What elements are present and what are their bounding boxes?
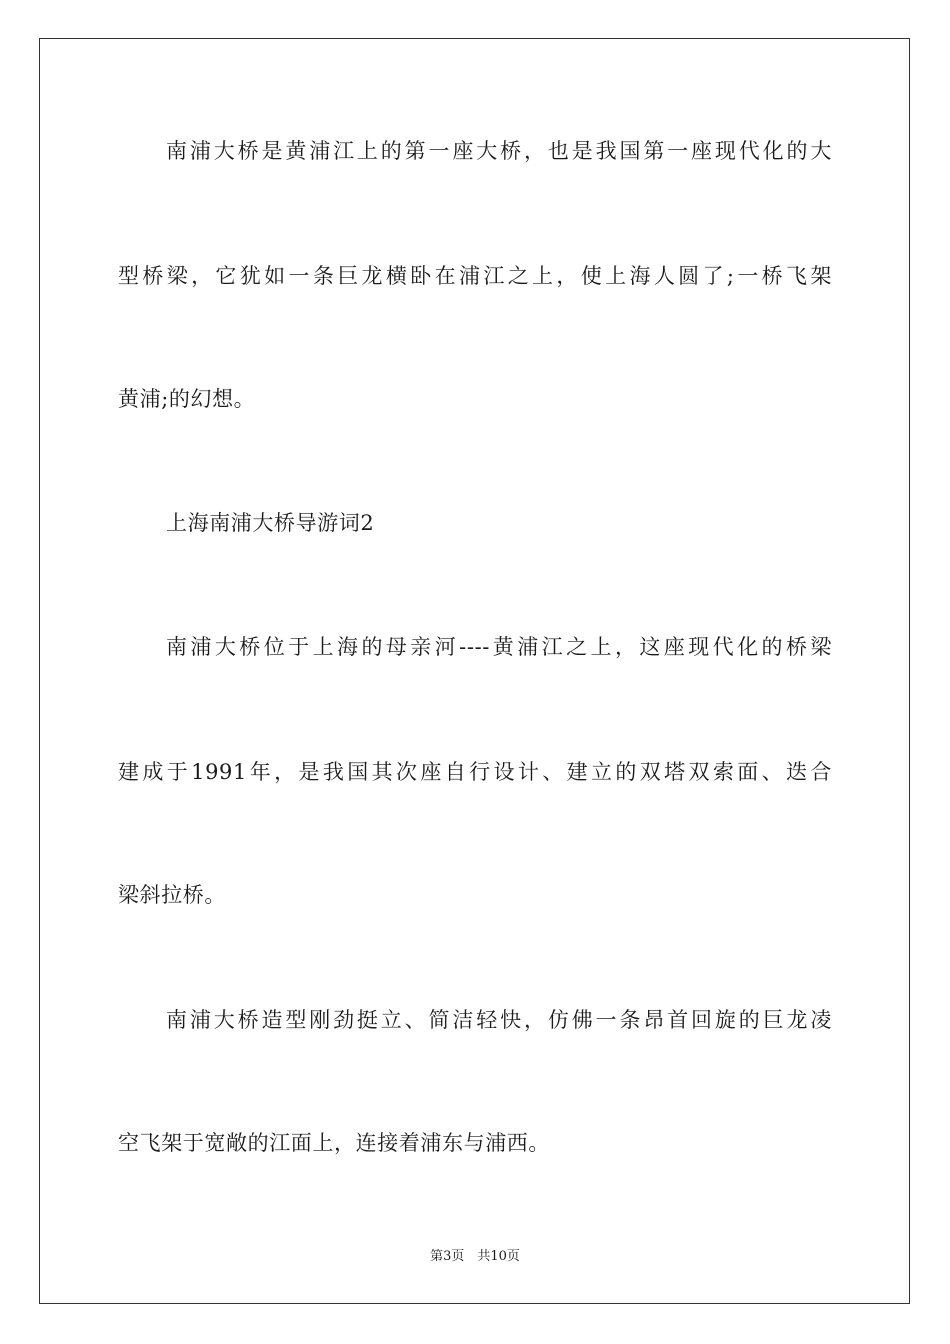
page-number-footer: 第3页 共10页 [430, 1249, 520, 1264]
page-border [39, 38, 910, 1304]
paragraph-3-line-2: 空飞架于宽敞的江面上，连接着浦东与浦西。 [118, 1131, 550, 1155]
paragraph-2-line-3: 梁斜拉桥。 [118, 883, 226, 907]
section-heading: 上海南浦大桥导游词2 [166, 511, 375, 535]
paragraph-1-line-2: 型桥梁，它犹如一条巨龙横卧在浦江之上，使上海人圆了;一桥飞架 [118, 264, 832, 288]
paragraph-1-line-3: 黄浦;的幻想。 [118, 387, 256, 411]
paragraph-3-line-1: 南浦大桥造型刚劲挺立、简洁轻快，仿佛一条昂首回旋的巨龙凌 [166, 1008, 832, 1032]
paragraph-2-line-1: 南浦大桥位于上海的母亲河----黄浦江之上，这座现代化的桥梁 [166, 635, 832, 659]
paragraph-1-line-1: 南浦大桥是黄浦江上的第一座大桥，也是我国第一座现代化的大 [166, 139, 832, 163]
paragraph-2-line-2: 建成于1991年，是我国其次座自行设计、建立的双塔双索面、迭合 [118, 760, 832, 784]
